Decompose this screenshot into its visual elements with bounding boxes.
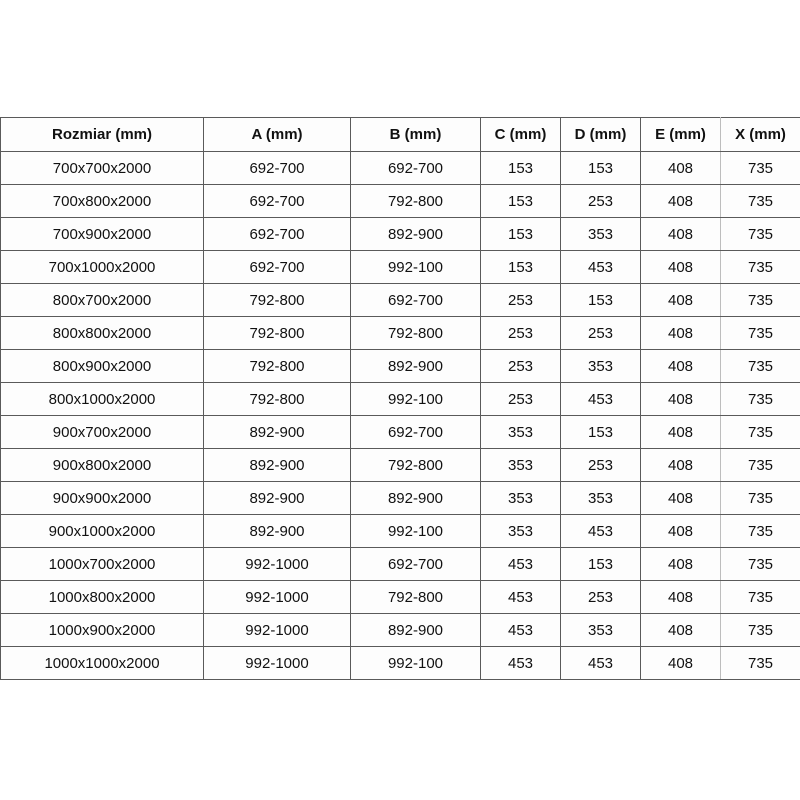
- value-cell: 792-800: [351, 317, 481, 350]
- value-cell: 735: [721, 449, 800, 482]
- value-cell: 692-700: [204, 185, 351, 218]
- value-cell: 408: [641, 647, 721, 680]
- value-cell: 735: [721, 152, 800, 185]
- value-cell: 792-800: [204, 317, 351, 350]
- value-cell: 735: [721, 218, 800, 251]
- value-cell: 353: [481, 449, 561, 482]
- value-cell: 153: [561, 284, 641, 317]
- value-cell: 253: [561, 317, 641, 350]
- value-cell: 408: [641, 284, 721, 317]
- value-cell: 408: [641, 317, 721, 350]
- size-cell: 700x700x2000: [1, 152, 204, 185]
- column-header: D (mm): [561, 118, 641, 152]
- value-cell: 992-100: [351, 515, 481, 548]
- value-cell: 892-900: [351, 218, 481, 251]
- value-cell: 453: [561, 647, 641, 680]
- value-cell: 992-100: [351, 647, 481, 680]
- table-row: [1, 218, 800, 251]
- value-cell: 735: [721, 614, 800, 647]
- value-cell: 692-700: [351, 548, 481, 581]
- value-cell: 253: [481, 383, 561, 416]
- value-cell: 892-900: [351, 482, 481, 515]
- value-cell: 353: [561, 614, 641, 647]
- table-row: [1, 284, 800, 317]
- value-cell: 892-900: [204, 416, 351, 449]
- value-cell: 408: [641, 482, 721, 515]
- value-cell: 792-800: [351, 581, 481, 614]
- value-cell: 253: [561, 185, 641, 218]
- value-cell: 735: [721, 383, 800, 416]
- value-cell: 453: [481, 548, 561, 581]
- value-cell: 408: [641, 383, 721, 416]
- value-cell: 692-700: [204, 218, 351, 251]
- table-row: [1, 515, 800, 548]
- size-cell: 800x1000x2000: [1, 383, 204, 416]
- value-cell: 735: [721, 515, 800, 548]
- value-cell: 892-900: [351, 614, 481, 647]
- value-cell: 453: [481, 581, 561, 614]
- value-cell: 153: [561, 548, 641, 581]
- size-cell: 1000x900x2000: [1, 614, 204, 647]
- value-cell: 453: [561, 515, 641, 548]
- value-cell: 408: [641, 185, 721, 218]
- value-cell: 353: [561, 218, 641, 251]
- value-cell: 735: [721, 647, 800, 680]
- value-cell: 253: [481, 350, 561, 383]
- table-row: [1, 647, 800, 680]
- table-row: [1, 614, 800, 647]
- value-cell: 353: [561, 350, 641, 383]
- value-cell: 892-900: [204, 515, 351, 548]
- dimensions-table: [0, 117, 800, 680]
- value-cell: 692-700: [351, 284, 481, 317]
- value-cell: 692-700: [204, 152, 351, 185]
- value-cell: 792-800: [204, 350, 351, 383]
- size-cell: 800x700x2000: [1, 284, 204, 317]
- value-cell: 735: [721, 482, 800, 515]
- value-cell: 792-800: [204, 383, 351, 416]
- value-cell: 253: [561, 581, 641, 614]
- table-row: [1, 581, 800, 614]
- size-cell: 700x900x2000: [1, 218, 204, 251]
- value-cell: 253: [481, 317, 561, 350]
- column-header: Rozmiar (mm): [1, 118, 204, 152]
- value-cell: 453: [481, 647, 561, 680]
- value-cell: 692-700: [351, 152, 481, 185]
- value-cell: 735: [721, 416, 800, 449]
- value-cell: 408: [641, 614, 721, 647]
- value-cell: 408: [641, 218, 721, 251]
- value-cell: 408: [641, 350, 721, 383]
- table-header: [1, 118, 800, 152]
- table-row: [1, 317, 800, 350]
- value-cell: 353: [481, 416, 561, 449]
- value-cell: 153: [481, 251, 561, 284]
- value-cell: 735: [721, 185, 800, 218]
- value-cell: 735: [721, 317, 800, 350]
- table-row: [1, 383, 800, 416]
- value-cell: 892-900: [351, 350, 481, 383]
- value-cell: 408: [641, 416, 721, 449]
- size-cell: 1000x1000x2000: [1, 647, 204, 680]
- table-row: [1, 482, 800, 515]
- value-cell: 453: [561, 251, 641, 284]
- table-row: [1, 449, 800, 482]
- table-row: [1, 152, 800, 185]
- value-cell: 353: [561, 482, 641, 515]
- column-header: E (mm): [641, 118, 721, 152]
- value-cell: 408: [641, 251, 721, 284]
- size-cell: 1000x700x2000: [1, 548, 204, 581]
- size-cell: 1000x800x2000: [1, 581, 204, 614]
- value-cell: 453: [561, 383, 641, 416]
- value-cell: 992-1000: [204, 647, 351, 680]
- value-cell: 153: [561, 416, 641, 449]
- value-cell: 408: [641, 449, 721, 482]
- value-cell: 353: [481, 482, 561, 515]
- value-cell: 253: [561, 449, 641, 482]
- value-cell: 153: [481, 152, 561, 185]
- table-row: [1, 185, 800, 218]
- value-cell: 992-1000: [204, 581, 351, 614]
- value-cell: 735: [721, 251, 800, 284]
- value-cell: 692-700: [204, 251, 351, 284]
- value-cell: 792-800: [204, 284, 351, 317]
- value-cell: 992-1000: [204, 548, 351, 581]
- column-header: A (mm): [204, 118, 351, 152]
- value-cell: 992-100: [351, 251, 481, 284]
- header-row: [1, 118, 800, 152]
- size-cell: 900x1000x2000: [1, 515, 204, 548]
- size-cell: 900x800x2000: [1, 449, 204, 482]
- table-body: [1, 152, 800, 680]
- value-cell: 453: [481, 614, 561, 647]
- value-cell: 735: [721, 581, 800, 614]
- value-cell: 735: [721, 284, 800, 317]
- value-cell: 735: [721, 350, 800, 383]
- size-cell: 800x900x2000: [1, 350, 204, 383]
- value-cell: 792-800: [351, 185, 481, 218]
- value-cell: 892-900: [204, 482, 351, 515]
- column-header: B (mm): [351, 118, 481, 152]
- value-cell: 992-1000: [204, 614, 351, 647]
- size-cell: 800x800x2000: [1, 317, 204, 350]
- value-cell: 992-100: [351, 383, 481, 416]
- value-cell: 353: [481, 515, 561, 548]
- table-row: [1, 416, 800, 449]
- value-cell: 692-700: [351, 416, 481, 449]
- value-cell: 153: [481, 185, 561, 218]
- value-cell: 408: [641, 152, 721, 185]
- value-cell: 153: [561, 152, 641, 185]
- column-header: C (mm): [481, 118, 561, 152]
- table-row: [1, 350, 800, 383]
- value-cell: 892-900: [204, 449, 351, 482]
- size-cell: 900x900x2000: [1, 482, 204, 515]
- value-cell: 792-800: [351, 449, 481, 482]
- size-cell: 700x800x2000: [1, 185, 204, 218]
- column-header: X (mm): [721, 118, 800, 152]
- value-cell: 408: [641, 515, 721, 548]
- value-cell: 253: [481, 284, 561, 317]
- value-cell: 153: [481, 218, 561, 251]
- table-row: [1, 548, 800, 581]
- value-cell: 408: [641, 548, 721, 581]
- value-cell: 408: [641, 581, 721, 614]
- size-cell: 900x700x2000: [1, 416, 204, 449]
- value-cell: 735: [721, 548, 800, 581]
- table-row: [1, 251, 800, 284]
- size-cell: 700x1000x2000: [1, 251, 204, 284]
